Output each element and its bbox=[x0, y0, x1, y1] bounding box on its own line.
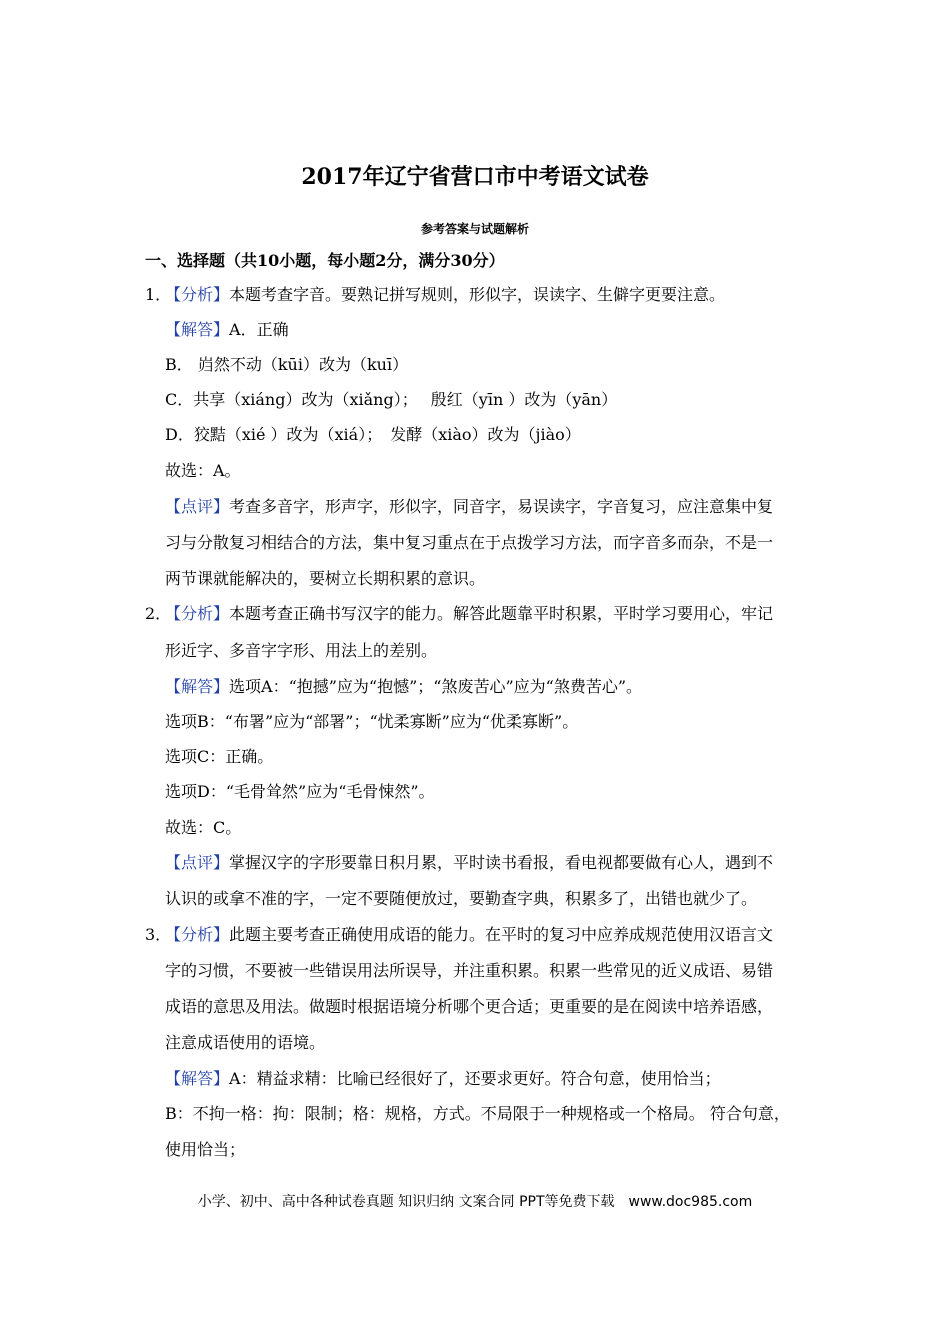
q2-comment bbox=[165, 852, 773, 874]
answer-tag: 【解答】 bbox=[165, 677, 230, 696]
analysis-tag: 【分析】 bbox=[165, 285, 230, 304]
q2-comment-line1: 掌握汉字的字形要靠日积月累，平时读书看报，看电视都要做有心人，遇到不 bbox=[229, 853, 774, 872]
analysis-tag: 【分析】 bbox=[165, 604, 230, 623]
q1-analysis-text: 本题考查字音。要熟记拼写规则，形似字，误读字、生僻字更要注意。 bbox=[229, 285, 726, 304]
q1-answer bbox=[165, 319, 289, 341]
q3-analysis-line3: 成语的意思及用法。做题时根据语境分析哪个更合适；更重要的是在阅读中培养语感， bbox=[165, 997, 774, 1016]
q1-option-d: D．狡黠（xié ）改为（xiá）； 发酵（xiào）改为（jiào） bbox=[165, 425, 581, 444]
q1-choice: 故选：A。 bbox=[165, 461, 241, 480]
q2-choice: 故选：C。 bbox=[165, 818, 242, 837]
q2-option-d: 选项D：“毛骨耸然”应为“毛骨悚然”。 bbox=[165, 782, 435, 801]
q2-analysis-line1: 本题考查正确书写汉字的能力。解答此题靠平时积累，平时学习要用心，牢记 bbox=[229, 604, 774, 623]
q3-analysis-line1: 此题主要考查正确使用成语的能力。在平时的复习中应养成规范使用汉语言文 bbox=[229, 925, 774, 944]
q3-analysis bbox=[165, 924, 773, 946]
q2-comment-line2: 认识的或拿不准的字，一定不要随便放过，要勤查字典，积累多了，出错也就少了。 bbox=[165, 889, 758, 908]
question-number: 2． bbox=[145, 604, 172, 623]
q2-option-b: 选项B：“布署”应为“部署”；“忧柔寡断”应为“优柔寡断”。 bbox=[165, 712, 579, 731]
q1-option-c: C．共享（xiáng）改为（xiǎng）； 殷红（yīn ）改为（yān） bbox=[165, 390, 618, 409]
q3-option-b-line1: B：不拘一格：拘：限制；格：规格，方式。不局限于一种规格或一个格局。 符合句意， bbox=[165, 1104, 790, 1123]
q1-comment-line2: 习与分散复习相结合的方法，集中复习重点在于点拨学习方法，而字音多而杂，不是一 bbox=[165, 533, 774, 552]
q3-answer-text: A：精益求精：比喻已经很好了，还要求更好。符合句意，使用恰当； bbox=[229, 1069, 721, 1088]
q3-answer bbox=[165, 1068, 721, 1090]
q1-comment-line1: 考查多音字，形声字，形似字，同音字，易误读字，字音复习，应注意集中复 bbox=[229, 497, 774, 516]
q2-analysis-line2: 形近字、多音字字形、用法上的差别。 bbox=[165, 641, 438, 660]
q2-option-c: 选项C：正确。 bbox=[165, 747, 274, 766]
page-title: 2017年辽宁省营口市中考语文试卷 bbox=[301, 164, 649, 190]
page-subtitle: 参考答案与试题解析 bbox=[420, 222, 529, 236]
q2-answer bbox=[165, 676, 642, 698]
analysis-tag: 【分析】 bbox=[165, 925, 230, 944]
q1-option-b: B． 岿然不动（kūi）改为（kuī） bbox=[165, 355, 409, 374]
q1-comment bbox=[165, 496, 773, 518]
q3-analysis-line4: 注意成语使用的语境。 bbox=[165, 1033, 326, 1052]
q1-analysis bbox=[165, 284, 725, 306]
question-number: 1． bbox=[145, 285, 172, 304]
q1-comment-line3: 两节课就能解决的，要树立长期积累的意识。 bbox=[165, 569, 486, 588]
comment-tag: 【点评】 bbox=[165, 853, 230, 872]
answer-tag: 【解答】 bbox=[165, 320, 230, 339]
answer-tag: 【解答】 bbox=[165, 1069, 230, 1088]
comment-tag: 【点评】 bbox=[165, 497, 230, 516]
section-heading: 一、选择题（共10小题，每小题2分，满分30分） bbox=[145, 251, 505, 270]
q3-analysis-line2: 字的习惯，不要被一些错误用法所误导，并注重积累。积累一些常见的近义成语、易错 bbox=[165, 961, 774, 980]
q1-answer-text: A．正确 bbox=[229, 320, 289, 339]
q2-analysis bbox=[165, 603, 773, 625]
q2-answer-text: 选项A：“抱撼”应为“抱憾”；“煞废苦心”应为“煞费苦心”。 bbox=[229, 677, 643, 696]
question-number: 3． bbox=[145, 925, 172, 944]
q3-option-b-line2: 使用恰当； bbox=[165, 1140, 246, 1159]
page-footer: 小学、初中、高中各种试卷真题 知识归纳 文案合同 PPT等免费下载 www.doc985.com bbox=[197, 1194, 753, 1210]
